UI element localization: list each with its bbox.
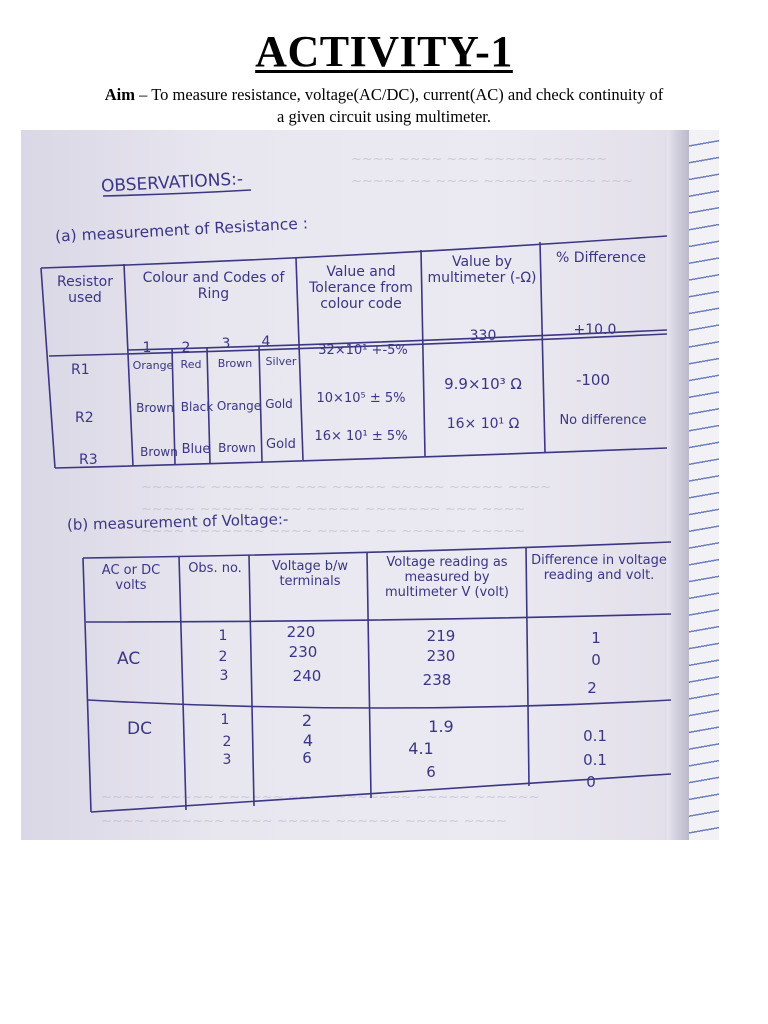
dc-reading: 6	[426, 763, 436, 781]
dc-reading: 1.9	[428, 717, 454, 736]
header-multimeter-value: Value by multimeter (-Ω)	[427, 254, 537, 287]
r2-ring-2: Black	[180, 400, 214, 414]
ac-obs: 2	[218, 649, 228, 665]
aim-statement	[100, 84, 668, 128]
r2-ring-1: Brown	[136, 401, 174, 415]
header-voltage-reading: Voltage reading as measured by multimeter V (volt)	[385, 555, 509, 600]
r3-value-tolerance: 16× 10¹ ± 5%	[314, 429, 408, 444]
resistor-name-r1: R1	[71, 362, 90, 378]
ac-difference: 1	[591, 629, 601, 647]
r2-multimeter: 9.9×10³ Ω	[444, 375, 522, 393]
observations-heading: OBSERVATIONS:-	[100, 169, 244, 197]
header-voltage-terminals: Voltage b/w terminals	[271, 559, 349, 589]
r2-ring-3: Orange	[216, 399, 262, 413]
ac-difference: 0	[591, 651, 601, 669]
r3-ring-2: Blue	[181, 442, 211, 457]
header-voltage-difference: Difference in voltage reading and volt.	[531, 553, 667, 583]
ac-terminals: 220	[286, 623, 316, 641]
dc-difference: 0.1	[583, 751, 607, 769]
ac-difference: 2	[587, 679, 597, 697]
r1-ring-1: Orange	[132, 359, 174, 372]
r1-multimeter: 330	[469, 328, 497, 344]
ac-terminals: 230	[288, 643, 318, 661]
header-value-tolerance: Value and Tolerance from colour code	[309, 264, 413, 313]
header-difference-percent: % Difference	[556, 250, 646, 266]
aim-label: Aim	[104, 85, 136, 104]
resistor-name-r3: R3	[79, 452, 98, 468]
ac-reading: 219	[426, 627, 456, 645]
r1-ring-4: Silver	[265, 355, 297, 368]
r1-difference: +10.0	[573, 322, 617, 338]
r1-ring-3: Brown	[217, 357, 253, 370]
voltage-section-title: (b) measurement of Voltage:-	[66, 510, 289, 534]
r3-ring-4: Gold	[266, 437, 296, 452]
ring-number: 2	[181, 340, 191, 356]
dc-terminals: 2	[301, 711, 313, 730]
dc-difference: 0.1	[583, 727, 607, 745]
resistor-name-r2: R2	[75, 410, 94, 426]
dc-terminals: 4	[302, 731, 314, 750]
ring-number: 4	[261, 334, 271, 350]
dc-obs: 2	[222, 734, 232, 750]
ring-number: 1	[142, 340, 152, 356]
group-type-dc: DC	[127, 719, 152, 739]
aim-text: – To measure resistance, voltage(AC/DC), current(AC) and check continuity of a given circuit using multimeter.	[135, 85, 664, 126]
resistance-section-title: (a) measurement of Resistance :	[54, 214, 309, 246]
dc-obs: 3	[222, 752, 232, 768]
r1-value-tolerance: 32×10¹ +-5%	[318, 343, 408, 358]
r3-multimeter: 16× 10¹ Ω	[446, 416, 520, 432]
ring-number: 3	[221, 336, 231, 352]
document-title: ACTIVITY-1	[255, 27, 513, 76]
r3-ring-1: Brown	[140, 445, 178, 459]
r2-value-tolerance: 10×10⁵ ± 5%	[316, 391, 406, 406]
dc-reading: 4.1	[408, 739, 434, 758]
dc-obs: 1	[220, 712, 230, 728]
r3-ring-3: Brown	[218, 441, 256, 455]
ac-obs: 1	[218, 628, 228, 644]
ac-reading: 238	[422, 671, 452, 689]
group-type-ac: AC	[117, 649, 141, 669]
dc-difference: 0	[586, 773, 596, 791]
header-ac-dc: AC or DC volts	[101, 563, 161, 593]
header-resistor-used: Resistor used	[57, 274, 113, 307]
header-obs-no: Obs. no.	[188, 561, 242, 576]
dc-terminals: 6	[302, 749, 312, 767]
r2-difference: -100	[575, 371, 611, 389]
ac-terminals: 240	[292, 667, 322, 685]
notebook-photo: ~~~~ ~~~~ ~~~ ~~~~~ ~~~~~~ ~~~~~ ~~ ~~~~ ~~~~~ ~~~~~ ~~~ ~~~~~~ ~~~~~ ~~ ~~~ ~~~~~ ~~~~~ ~~~~~ ~~~~ ~~~~~ ~~~~~ ~~~~ ~~~~~ ~~~~~~~ ~~~ ~~~~ ~~~~ ~~~~~~~ ~~~~ ~~~~~ ~~ ~~~~~~ ~~~~~ ~~~~~ ~~~~~ ~~~~~~ ~~~~ ~~~~~~~ ~~~~~ ~~~~~~ ~~~~ ~~~~~~~ ~~~~ ~~~~~ ~~~~~~ ~~~~~ ~~~~ OBSERVATIONS:- (a) measurement of Resistance : Resistor used Colour and Codes of Ring Value and Tolerance from colour code Value by multimeter (-Ω) % Difference 1 2 3 4 R1 Orange Red Brown Silver 32×10¹ +-5% 330 +10.0 R2 Brown Black Orange Gold 10×10⁵ ± 5% 9.9×10³ Ω -100 R3 Brown Blue Brown Gold 16× 10¹ ± 5% 16× 10¹ Ω No difference (b) measurement of Voltage:- AC or DC volts Obs. no. Voltage b/w terminals Voltage reading as measured by multimeter V (volt) Difference in voltage reading and volt. AC 1 2 3 220 230 240 219 230 238 1 0 2 DC 1 2 3 2 4 6 1.9 4.1 6 0.1 0.1 0	[21, 130, 719, 840]
header-colour-codes: Colour and Codes of Ring	[142, 270, 285, 303]
r2-ring-4: Gold	[265, 397, 293, 411]
ac-obs: 3	[219, 668, 229, 684]
r3-difference: No difference	[559, 413, 647, 428]
r1-ring-2: Red	[180, 358, 202, 371]
ac-reading: 230	[426, 647, 456, 665]
